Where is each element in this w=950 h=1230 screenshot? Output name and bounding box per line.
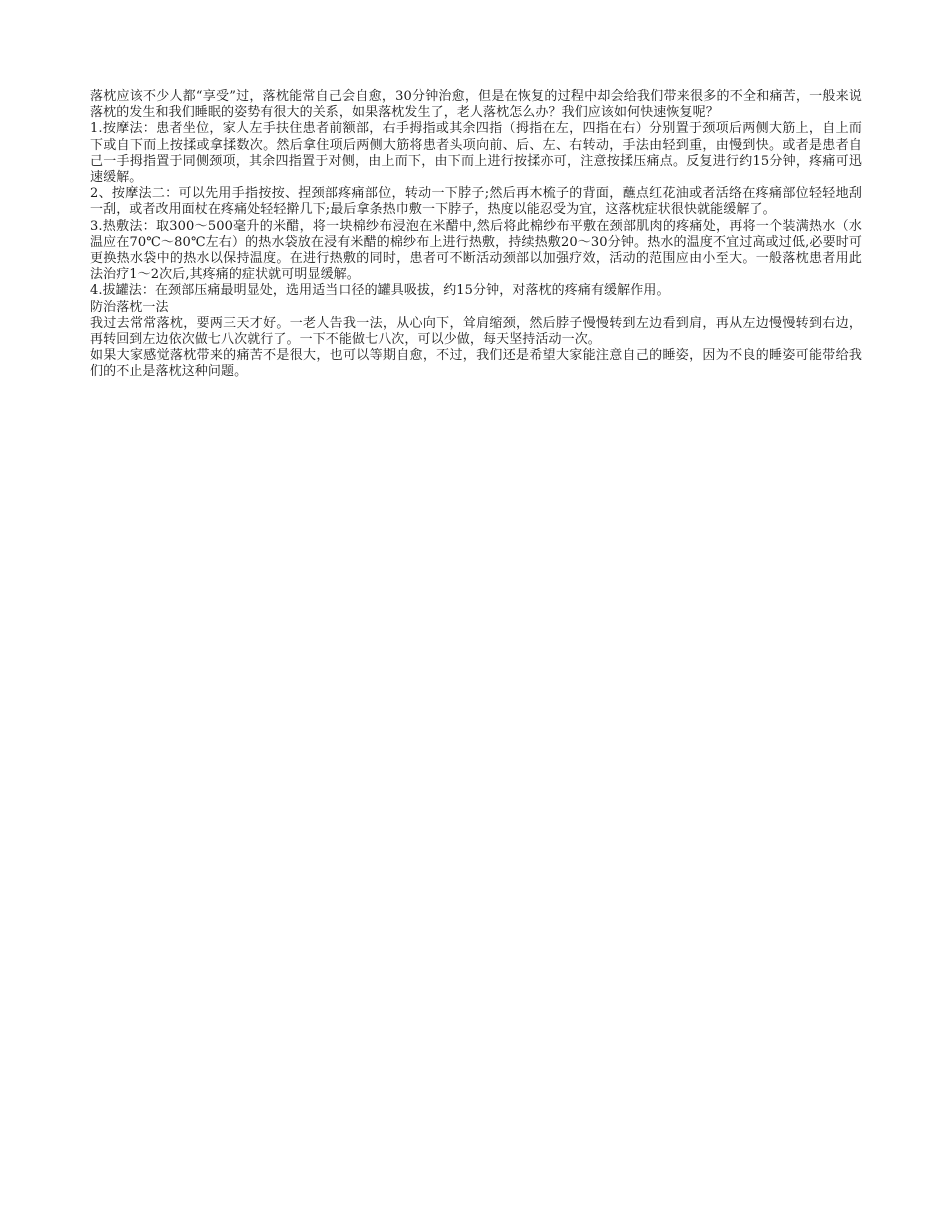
method-massage-paragraph: 1.按摩法：患者坐位，家人左手扶住患者前额部，右手拇指或其余四指（拇指在左，四指在右）分别置于颈项后两侧大筋上，自上而下或自下而上按揉或拿揉数次。然后拿住项后两侧大筋将患者头项向前、后、左、右转动，手法由轻到重，由慢到快。或者是患者自己一手拇指置于同侧颈项，其余四指置于对侧，由上而下，由下而上进行按揉亦可，注意按揉压痛点。反复进行约15分钟，疼痛可迅速缓解。 [90,121,862,186]
intro-paragraph: 落枕应该不少人都“享受”过，落枕能常自己会自愈，30分钟治愈，但是在恢复的过程中却会给我们带来很多的不全和痛苦，一般来说落枕的发生和我们睡眠的姿势有很大的关系，如果落枕发生了，老人落枕怎么办？我们应该如何快速恢复呢？ [90,89,862,121]
method-cupping-paragraph: 4.拔罐法：在颈部压痛最明显处，选用适当口径的罐具吸拔，约15分钟，对落枕的疼痛有缓解作用。 [90,283,670,299]
prevention-paragraph: 我过去常常落枕，要两三天才好。一老人告我一法，从心向下，耸肩缩颈，然后脖子慢慢转到左边看到肩，再从左边慢慢转到右边，再转回到左边依次做七八次就行了。一下不能做七八次，可以少做，每天坚持活动一次。 [90,315,862,348]
method-hot-compress-paragraph: 3.热敷法：取300～500毫升的米醋，将一块棉纱布浸泡在米醋中,然后将此棉纱布平敷在颈部肌肉的疼痛处，再将一个装满热水（水温应在70℃～80℃左右）的热水袋放在浸有米醋的棉纱布上进行热敷，持续热敷20～30分钟。热水的温度不宜过高或过低,必要时可更换热水袋中的热水以保持温度。在进行热敷的同时，患者可不断活动颈部以加强疗效，活动的范围应由小至大。一般落枕患者用此法治疗1～2次后,其疼痛的症状就可明显缓解。 [90,218,862,283]
method-massage-two-paragraph: 2、按摩法二：可以先用手指按按、捏颈部疼痛部位，转动一下脖子;然后再木梳子的背面，蘸点红花油或者活络在疼痛部位轻轻地刮一刮，或者改用面杖在疼痛处轻轻擀几下;最后拿条热巾敷一下脖子，热度以能忍受为宜，这落枕症状很快就能缓解了。 [90,186,862,218]
section-heading: 防治落枕一法 [90,299,169,315]
document-body [90,89,862,381]
conclusion-paragraph: 如果大家感觉落枕带来的痛苦不是很大，也可以等期自愈，不过，我们还是希望大家能注意自己的睡姿，因为不良的睡姿可能带给我们的不止是落枕这种问题。 [90,348,862,380]
